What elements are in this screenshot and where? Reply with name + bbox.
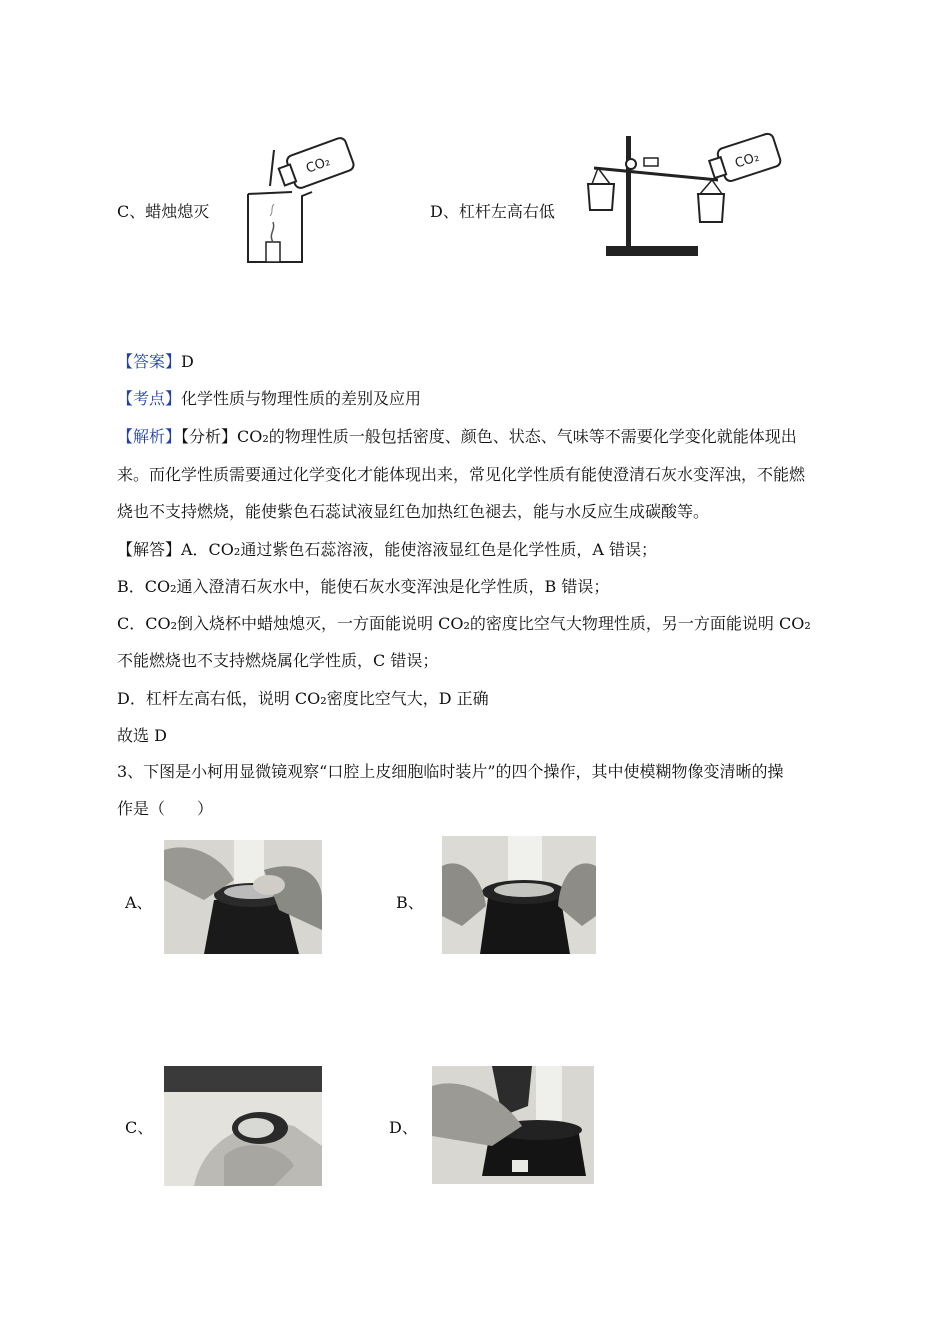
option-d3-label: D、 — [389, 1118, 418, 1137]
question-3-line-1: 3、下图是小柯用显微镜观察“口腔上皮细胞临时装片”的四个操作，其中使模糊物像变清晰的操 — [117, 762, 784, 781]
option-c-label: C、蜡烛熄灭 — [117, 202, 210, 221]
solution-d: D．杠杆左高右低，说明 CO₂密度比空气大，D 正确 — [117, 689, 489, 708]
solution-a: 【解答】A．CO₂通过紫色石蕊溶液，能使溶液显红色是化学性质，A 错误； — [117, 540, 657, 559]
analysis-tag: 【解析】 — [117, 427, 182, 446]
solution-b: B．CO₂通入澄清石灰水中，能使石灰水变浑浊是化学性质，B 错误； — [117, 577, 610, 596]
co2-bottle-text-d: CO₂ — [733, 149, 762, 172]
analysis-text-1: 【分析】CO₂的物理性质一般包括密度、颜色、状态、气味等不需要化学变化就能体现出 — [181, 427, 797, 446]
answer-value: D — [181, 352, 194, 371]
point-value: 化学性质与物理性质的差别及应用 — [181, 389, 422, 408]
point-tag: 【考点】 — [117, 389, 182, 408]
option-d-label: D、杠杆左高右低 — [430, 202, 555, 221]
answer-tag: 【答案】 — [117, 352, 182, 371]
question-3-line-2: 作是（ ） — [117, 799, 214, 818]
answer-line — [117, 352, 194, 372]
analysis-line-1 — [117, 427, 797, 447]
analysis-line-3: 烧也不支持燃烧，能使紫色石蕊试液显红色加热红色褪去，能与水反应生成碳酸等。 — [117, 502, 710, 521]
lever-balance-figure — [584, 128, 784, 268]
analysis-line-2: 来。而化学性质需要通过化学变化才能体现出来，常见化学性质有能使澄清石灰水变浑浊，不能燃 — [117, 465, 806, 484]
co2-bottle-text: CO₂ — [304, 154, 333, 177]
microscope-fine-adjust-photo-icon — [164, 1066, 322, 1186]
conclusion: 故选 D — [117, 726, 167, 745]
option-c3-label: C、 — [125, 1118, 154, 1137]
microscope-stage-photo-icon — [442, 836, 596, 954]
option-b-label: B、 — [396, 893, 424, 912]
beaker-candle-figure — [240, 126, 370, 266]
point-line — [117, 389, 421, 409]
microscope-coarse-adjust-photo-icon — [164, 840, 322, 954]
solution-c-2: 不能燃烧也不支持燃烧属化学性质，C 错误； — [117, 651, 439, 670]
solution-c-1: C．CO₂倒入烧杯中蜡烛熄灭，一方面能说明 CO₂的密度比空气大物理性质，另一方面能说明 CO₂ — [117, 614, 811, 633]
microscope-slide-photo-icon — [432, 1066, 594, 1184]
option-a-label: A、 — [125, 893, 153, 912]
